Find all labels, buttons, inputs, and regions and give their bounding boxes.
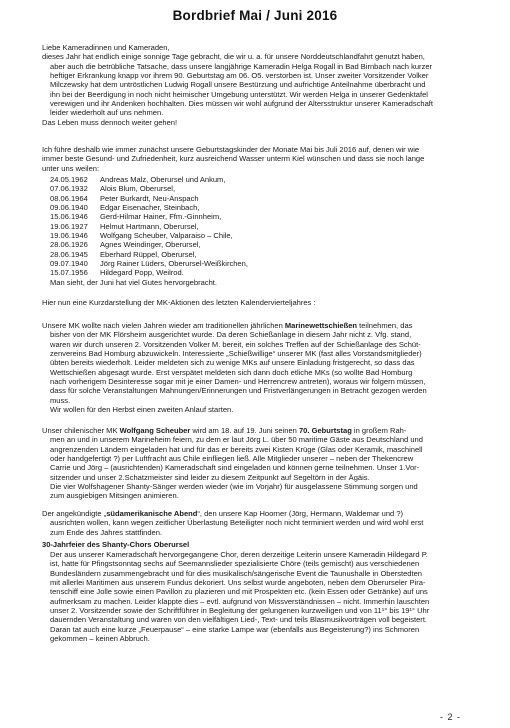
marine-line xyxy=(42,377,498,386)
bold-text: Marinewettschießen xyxy=(284,321,358,330)
summary-intro: Hier nun eine Kurzdarstellung der MK-Aktionen des letzten Kalendervierteljahres : xyxy=(42,298,316,307)
birthday-name: Peter Burkardt, Neu-Anspach xyxy=(100,193,199,203)
text-segment: übten bereits wiederholt. Leider meldeten sich zu wenige MKs auf unsere Einladung fristgerecht, so dass das xyxy=(50,358,415,368)
birthday-name: Edgar Eisenacher, Steinbach, xyxy=(100,203,200,213)
shanty-line: mit allerlei Maritimen aus unserem Fundus dekoriert. Uns selbst wurde angeboten, neben dem Oberurseler Pira- xyxy=(50,578,426,588)
chile-line xyxy=(42,482,498,491)
birthday-date: 08.06.1964 xyxy=(50,193,88,203)
shanty-line: Bundesländern zusammengebracht und für dies musikalisch/sängerische Event die Taunushalle in Oberstedten xyxy=(50,568,422,578)
text-segment: “, den unsere Kap Hoorner (Jörg, Hermann, Waldemar und ?) xyxy=(197,509,404,518)
birthday-row xyxy=(50,222,248,231)
birthday-row xyxy=(50,240,248,249)
chile-line xyxy=(42,426,498,435)
text-segment: men an und in unserem Marineheim feiern, zu dem er laut Jörg L. über 50 maritime Gäste aus Deutschland und xyxy=(50,435,423,445)
marine-line xyxy=(42,396,498,405)
page-title: Bordbrief Mai / Juni 2016 xyxy=(172,8,338,23)
birthday-row xyxy=(50,268,248,277)
intro-line: heftiger Erkrankung knapp vor ihrem 90. Geburtstag am 06. O5. verstorben ist. Unser zweiter Vorsitzender Volker xyxy=(50,71,429,81)
text-segment: in großem Rah- xyxy=(351,426,407,435)
marine-line xyxy=(42,330,498,339)
birthday-date: 28.06.1926 xyxy=(50,240,88,250)
shanty-heading: 30-Jahrfeier des Shanty-Chors Oberursel xyxy=(42,540,190,549)
birthday-date: 24.05.1962 xyxy=(50,175,88,184)
shanty-paragraph xyxy=(42,550,498,643)
birthday-date: 19.06.1946 xyxy=(50,231,88,241)
bold-text: Wolfgang Scheuber xyxy=(119,426,191,435)
birthday-date: 07.06.1932 xyxy=(50,184,88,194)
shanty-line: Daran tat auch eine kurze „Feuerpause“ – eine starke Lampe war (ebenfalls aus Begeisterung?) ins Schmoren xyxy=(50,624,420,634)
text-segment: oder handgefertigt ?) per Luftfracht aus Chile einfliegen ließ. Alle Mitglieder unserer – neben der Thekencrew xyxy=(50,454,414,464)
intro-line: verewigen und ihr Andenken hochhalten. Dies müssen wir wohl aufgrund der Altersstruktur unserer Kameradschaft xyxy=(50,99,434,109)
birthday-row xyxy=(50,250,248,259)
birthday-name: Helmut Hartmann, Oberursel, xyxy=(100,221,199,231)
birthday-row xyxy=(50,203,248,212)
birthday-row xyxy=(50,184,248,193)
south-line xyxy=(42,528,498,537)
marine-line xyxy=(42,386,498,395)
shanty-line: dauernden Veranstaltung und waren von den vielfältigen Lied-, Text- und teils Blasmusikvorträgen voll begeistert. xyxy=(50,615,428,625)
birthday-name: Hildegard Popp, Weilrod. xyxy=(100,268,184,278)
text-segment: wird am 18. auf 19. Juni seinen xyxy=(190,426,299,435)
text-segment: Unser chilenischer MK xyxy=(42,426,120,435)
marine-line xyxy=(42,349,498,358)
text-segment: zum Ende des Jahres stattfinden. xyxy=(50,527,163,537)
intro-line: leider wiederholt auf uns nehmen. xyxy=(50,108,164,118)
text-segment: ausrichten wollen, kann wegen zeitlicher Überlastung Beteiligter noch nicht terminiert werden und wird wohl erst xyxy=(50,518,424,528)
south-line xyxy=(42,518,498,527)
birthday-row xyxy=(50,175,248,184)
text-segment: waren wir durch unseren 2. Vorsitzenden Volker M. bereit, ein solches Treffen auf der Schießanlage des Schüt- xyxy=(50,339,421,349)
chile-line xyxy=(42,435,498,444)
text-segment: Der angekündigte „ xyxy=(42,509,107,518)
shanty-line: aufmerksam zu machen. Leider klappte dies – evtl. aufgrund von Missverständnissen – nicht. Immerhin lauschten xyxy=(50,596,430,606)
chile-line xyxy=(42,473,498,482)
marine-line xyxy=(42,321,498,330)
text-segment: Wir wollen für den Herbst einen zweiten Anlauf starten. xyxy=(50,405,234,415)
birthday-intro-line: immer beste Gesund- und Zufriedenheit, kurz ausreichend Wasser unterm Kiel wünschen und dass sie noch lange xyxy=(42,154,425,164)
intro-line: Liebe Kameradinnen und Kameraden, xyxy=(42,43,170,52)
birthday-name: Wolfgang Scheuber, Valparaiso – Chile, xyxy=(100,231,233,241)
intro-line: Das Leben muss dennoch weiter gehen! xyxy=(42,117,178,127)
text-segment: Wettschießen abgesagt wurde. Erst verspätet meldeten sich dann doch etliche MKs (so wollte Bad Homburg xyxy=(50,367,413,377)
birthday-name: Jörg Rainer Lüders, Oberursel-Weißkirchen, xyxy=(100,259,248,269)
text-segment: nach vorherigem Desinteresse sogar mit je einer Damen- und Herrencrew antreten), woraus wir folgern müssen, xyxy=(50,377,426,387)
text-segment: muss. xyxy=(50,395,71,405)
chile-line xyxy=(42,445,498,454)
birthday-row xyxy=(50,259,248,268)
intro-line: dieses Jahr hat endlich einige sonnige Tage gebracht, die wir u. a. für unsere Norddeutschlandfahrt genutzt haben, xyxy=(42,52,425,62)
shanty-line: unser 2. Vorsitzender sowie der Schriftführer in Begleitung der gelungenen kurzweiligen und von 11¹° bis 19¹° Uhr xyxy=(50,606,430,616)
birthday-date: 15.07.1956 xyxy=(50,268,88,278)
birthday-outro: Man sieht, der Juni hat viel Gutes hervorgebracht. xyxy=(50,278,217,287)
text-segment: dass für solche Veranstaltungen Mahnungen/Erinnerungen und Fristverlängerungen in Betracht gezogen werden xyxy=(50,386,427,396)
birthday-date: 09.07.1940 xyxy=(50,259,88,269)
shanty-line: ist, hatte für Pfingstsonntag sechs auf Seemannslieder spezialisierte Chöre (teils gemischt) aus verschiedenen xyxy=(50,559,420,569)
chile-line xyxy=(42,454,498,463)
marine-line xyxy=(42,405,498,414)
shanty-line: Der aus unserer Kameradschaft hervorgegangene Chor, deren derzeitige Leiterin unsere Kameradin Hildegard P. xyxy=(50,550,428,559)
birthday-name: Agnes Weindinger, Oberursel, xyxy=(100,240,201,250)
birthday-list xyxy=(50,175,248,278)
chile-line xyxy=(42,491,498,500)
shanty-line: gekommen – keinen Abbruch. xyxy=(50,634,150,644)
intro-paragraph xyxy=(42,43,498,127)
shanty-line: tenschiff eine Jolle sowie einen Pavillon zu plazieren und mit Prospekten etc. (kein Essen oder Getränke) auf uns xyxy=(50,587,428,597)
intro-line: ihn bei der Beerdigung in noch nicht heimischer Umgebung unterstützt. Wir werden Helga in unserer Gedenktafel xyxy=(50,89,428,99)
text-segment: angrenzenden Ländern eingeladen hat und für das er bereits zwei Kisten Krüge (Glas oder Keramik, maschinell xyxy=(50,444,423,454)
suedamerikanischer-abend-paragraph xyxy=(42,509,498,537)
intro-line: aber auch die betrübliche Tatsache, dass unsere langjährige Kameradin Helga Rogall in Bad Birnbach nach kurzer xyxy=(50,61,433,71)
intro-line: Milczewsky hat dem untröstlichen Ludwig Rogall unsere Bestürzung und aufrichtige Anteilnahme überbracht und xyxy=(50,80,426,90)
birthday-row xyxy=(50,212,248,221)
birthday-row xyxy=(50,231,248,240)
birthday-intro-line: Ich führe deshalb wie immer zunächst unsere Geburtstagskinder der Monate Mai bis Juli 2016 auf, denen wir wie xyxy=(42,145,420,154)
marine-line xyxy=(42,340,498,349)
text-segment: sitzender und unser 2.Schatzmeister sind leider zu diesem Zeitpunkt auf Segeltörn in der Ägäis. xyxy=(50,472,370,482)
bold-text: südamerikanische Abend xyxy=(106,509,198,518)
page-number: - 2 - xyxy=(440,712,462,722)
birthday-name: Alois Blum, Oberursel, xyxy=(100,184,176,194)
text-segment: Die vier Wolfshagener Shanty-Sänger werden wieder (wie im Vorjahr) für ausgelassene Stimmung sorgen und xyxy=(50,482,418,492)
marine-line xyxy=(42,368,498,377)
birthday-date: 28.06.1945 xyxy=(50,249,88,259)
birthday-intro xyxy=(42,145,498,173)
birthday-date: 19.06.1927 xyxy=(50,221,88,231)
marine-line xyxy=(42,358,498,367)
text-segment: Carrie und Jörg – (ausrichtenden) Kameradschaft sind eingeladen und können gerne teilnehmen. Unser 1.Vor- xyxy=(50,463,420,473)
south-line xyxy=(42,509,498,518)
text-segment: zenvereins Bad Homburg abzuwickeln. Interessierte „Schießwillige“ unserer MK (fast alles Vorstandsmitglieder) xyxy=(50,349,422,359)
birthday-date: 15.06.1946 xyxy=(50,212,88,222)
scheuber-birthday-paragraph xyxy=(42,426,498,501)
text-segment: teilnehmen, das xyxy=(357,321,413,330)
birthday-name: Andreas Malz, Oberursel und Ankum, xyxy=(100,175,226,184)
chile-line xyxy=(42,463,498,472)
bold-text: 70. Geburtstag xyxy=(298,426,352,435)
birthday-name: Eberhard Rüppel, Oberursel, xyxy=(100,249,197,259)
birthday-row xyxy=(50,194,248,203)
text-segment: bisher von der MK Flörsheim ausgerichtet wurde. Da deren Schießanlage in diesem Jahr nicht z. Vfg. stand, xyxy=(50,330,412,340)
birthday-intro-line: unter uns weilen: xyxy=(42,163,100,173)
text-segment: Unsere MK wollte nach vielen Jahren wieder am traditionellen jährlichen xyxy=(42,321,285,330)
birthday-date: 09.06.1940 xyxy=(50,203,88,213)
marinewettschiessen-paragraph xyxy=(42,321,498,414)
text-segment: zum ausgiebigen Mitsingen animieren. xyxy=(50,491,179,501)
birthday-name: Gerd-Hilmar Hainer, Ffm.-Ginnheim, xyxy=(100,212,222,222)
